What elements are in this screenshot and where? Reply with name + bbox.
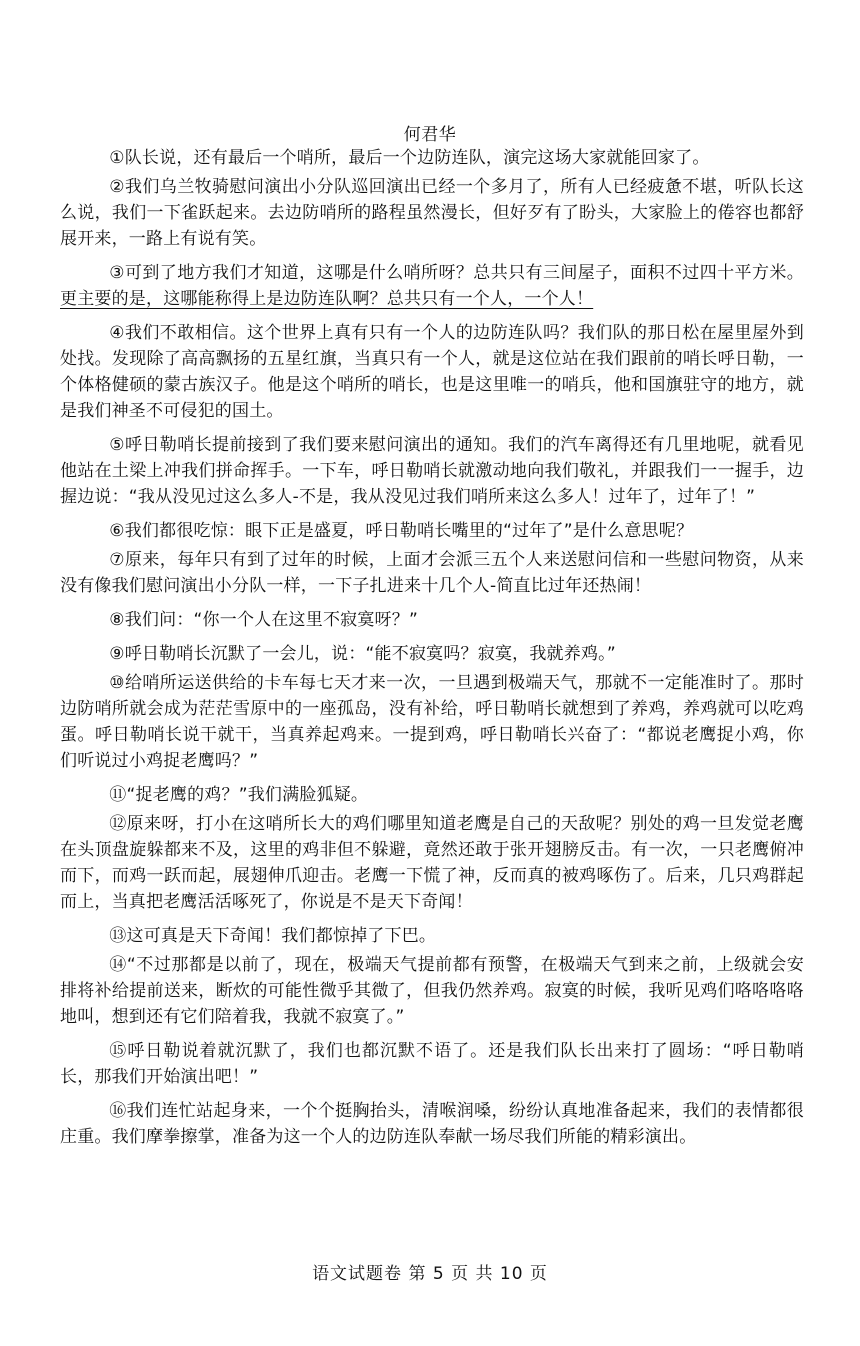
page-footer: 语文试题卷 第 5 页 共 10 页 — [312, 1264, 548, 1284]
article-body — [60, 145, 804, 1153]
paragraph-7: ⑦原来，每年只有到了过年的时候，上面才会派三五个人来送慰问信和一些慰问物资，从来没有像我们慰问演出小分队一样，一下子扎进来十几个人-简直比过年还热闹！ — [60, 550, 804, 596]
paragraph-15: ⑮呼日勒说着就沉默了，我们也都沉默不语了。还是我们队长出来打了圆场：“呼日勒哨长，那我们开始演出吧！” — [60, 1041, 804, 1087]
paragraph-3 — [60, 260, 804, 312]
paragraph-11: ⑪“捉老鹰的鸡？”我们满脸狐疑。 — [109, 785, 369, 805]
paragraph-8: ⑧我们问：“你一个人在这里不寂寞呀？” — [109, 610, 418, 630]
paragraph-4: ④我们不敢相信。这个世界上真有只有一个人的边防连队吗？我们队的那日松在屋里屋外到处找。发现除了高高飘扬的五星红旗，当真只有一个人，就是这位站在我们跟前的哨长呼日勒，一个体格健硕的蒙古族汉子。他是这个哨所的哨长，也是这里唯一的哨兵，他和国旗驻守的地方，就是我们神圣不可侵犯的国土。 — [60, 323, 804, 421]
paragraph-3-text: ③可到了地方我们才知道，这哪是什么哨所呀？总共只有三间屋子，面积不过四十平方米。 — [109, 263, 804, 283]
paragraph-9: ⑨呼日勒哨长沉默了一会儿，说：“能不寂寞吗？寂寞，我就养鸡。” — [109, 644, 616, 664]
paragraph-6: ⑥我们都很吃惊：眼下正是盛夏，呼日勒哨长嘴里的“过年了”是什么意思呢？ — [109, 521, 694, 541]
paragraph-10: ⑩给哨所运送供给的卡车每七天才来一次，一旦遇到极端天气，那就不一定能准时了。那时边防哨所就会成为茫茫雪原中的一座孤岛，没有补给，呼日勒哨长就想到了养鸡，养鸡就可以吃鸡蛋。呼日勒哨长说干就干，当真养起鸡来。一提到鸡，呼日勒哨长兴奋了：“都说老鹰捉小鸡，你们听说过小鸡捉老鹰吗？” — [60, 673, 804, 771]
paragraph-12: ⑫原来呀，打小在这哨所长大的鸡们哪里知道老鹰是自己的天敌呢？别处的鸡一旦发觉老鹰在头顶盘旋躲都来不及，这里的鸡非但不躲避，竟然还敢于张开翅膀反击。有一次，一只老鹰俯冲而下，而鸡一跃而起，展翅伸爪迎击。老鹰一下慌了神，反而真的被鸡啄伤了。后来，几只鸡群起而上，当真把老鹰活活啄死了，你说是不是天下奇闻！ — [60, 814, 804, 912]
paragraph-2: ②我们乌兰牧骑慰问演出小分队巡回演出已经一个多月了，所有人已经疲惫不堪，听队长这么说，我们一下雀跃起来。去边防哨所的路程虽然漫长，但好歹有了盼头，大家脸上的倦容也都舒展开来，一路上有说有笑。 — [60, 177, 804, 249]
paragraph-1: ①队长说，还有最后一个哨所，最后一个边防连队，演完这场大家就能回家了。 — [109, 148, 710, 168]
paragraph-13: ⑬这可真是天下奇闻！我们都惊掉了下巴。 — [109, 926, 437, 946]
paragraph-5: ⑤呼日勒哨长提前接到了我们要来慰问演出的通知。我们的汽车离得还有几里地呢，就看见他站在土梁上冲我们拼命挥手。一下车，呼日勒哨长就激动地向我们敬礼，并跟我们一一握手，边握边说：“我从没见过这么多人-不是，我从没见过我们哨所来这么多人！过年了，过年了！” — [60, 435, 804, 507]
author-name: 何君华 — [403, 125, 457, 145]
underlined-sentence: 更主要的是，这哪能称得上是边防连队啊？总共只有一个人，一个人！ — [60, 289, 594, 309]
paragraph-16: ⑯我们连忙站起身来，一个个挺胸抬头，清喉润嗓，纷纷认真地准备起来，我们的表情都很庄重。我们摩拳擦掌，准备为这一个人的边防连队奉献一场尽我们所能的精彩演出。 — [60, 1101, 804, 1147]
paragraph-14: ⑭“不过那都是以前了，现在，极端天气提前都有预警，在极端天气到来之前，上级就会安排将补给提前送来，断炊的可能性微乎其微了，但我仍然养鸡。寂寞的时候，我听见鸡们咯咯咯咯地叫，想到还有它们陪着我，我就不寂寞了。” — [60, 955, 804, 1027]
